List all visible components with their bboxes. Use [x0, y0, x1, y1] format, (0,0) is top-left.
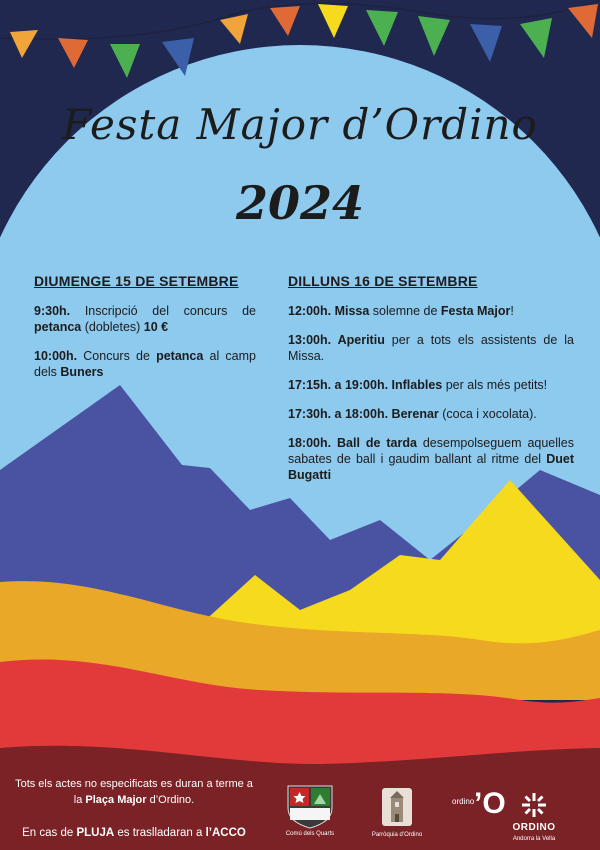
parish-caption: Parròquia d’Ordino — [371, 832, 423, 838]
coat-of-arms-logo — [282, 782, 338, 830]
ordino-brand-text: ORDINO — [512, 822, 556, 833]
ordino-sub-text: Andorra la Vella — [512, 836, 556, 842]
monday-event: 17:30h. a 18:00h. Berenar (coca i xocolata). — [288, 407, 537, 421]
monday-event: 13:00h. Aperitiu per a tots els assistents de la Missa. — [288, 333, 574, 363]
sunday-schedule — [34, 273, 256, 393]
ordino-star-icon — [519, 790, 549, 820]
sunday-event: 9:30h. Inscripció del concurs de petanca (dobletes) 10 € — [34, 304, 256, 334]
rain-note: En cas de PLUJA es traslladaran a l’ACCO — [22, 827, 246, 839]
monday-event: 17:15h. a 19:00h. Inflables per als més petits! — [288, 378, 548, 392]
monday-heading: DILLUNS 16 DE SETEMBRE — [288, 273, 478, 289]
ordino-o-logo: ’O — [474, 787, 506, 820]
monday-event: 12:00h. Missa solemne de Festa Major! — [288, 304, 514, 318]
sunday-heading: DIUMENGE 15 DE SETEMBRE — [34, 273, 239, 289]
monday-schedule — [288, 273, 574, 496]
coat-of-arms-caption: Comú dels Quarts — [285, 831, 335, 837]
ordino-o-prefix: ordino — [452, 797, 475, 806]
parish-church-logo — [380, 786, 414, 828]
poster-year: 2024 — [235, 176, 365, 230]
monday-event: 18:00h. Ball de tarda desempolseguem aquelles sabates de ball i gaudim ballant al ritme del Duet Bugatti — [288, 436, 575, 482]
venue-note: Tots els actes no especificats es duran a terme a la Plaça Major d’Ordino. — [15, 778, 253, 806]
poster-title: Festa Major d’Ordino — [62, 100, 538, 149]
sunday-event: 10:00h. Concurs de petanca al camp dels Buners — [34, 349, 256, 379]
